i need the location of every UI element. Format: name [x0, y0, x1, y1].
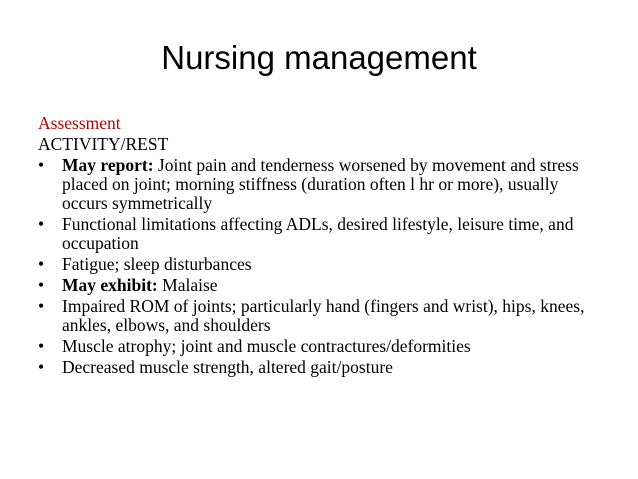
- slide-content: [38, 114, 608, 379]
- bullet-icon: •: [38, 275, 45, 295]
- bullet-text: Malaise: [157, 275, 218, 295]
- bullet-text: Decreased muscle strength, altered gait/posture: [62, 357, 393, 377]
- bullet-item: [38, 358, 608, 377]
- bullet-item: [38, 337, 608, 356]
- subsection-label: ACTIVITY/REST: [38, 134, 169, 154]
- bullet-text: Joint pain and tenderness worsened by movement and stress placed on joint; morning stiffness (duration often l hr or more), usually occurs symmetrically: [62, 155, 579, 213]
- bullet-icon: •: [38, 357, 45, 377]
- section-label: Assessment: [38, 113, 121, 133]
- bullet-icon: •: [38, 214, 45, 234]
- bullet-icon: •: [38, 155, 45, 175]
- bullet-icon: •: [38, 254, 45, 274]
- bullet-item: [38, 255, 608, 274]
- bullet-lead: May report:: [62, 155, 154, 175]
- bullet-item: [38, 215, 608, 253]
- slide-title: Nursing management: [161, 39, 477, 76]
- bullet-lead: May exhibit:: [62, 275, 158, 295]
- bullet-item: [38, 297, 608, 335]
- bullet-item: [38, 156, 608, 213]
- bullet-icon: •: [38, 336, 45, 356]
- bullet-text: Fatigue; sleep disturbances: [62, 254, 252, 274]
- bullet-text: Impaired ROM of joints; particularly hand (fingers and wrist), hips, knees, ankles, elbows, and shoulders: [62, 296, 585, 335]
- bullet-item: [38, 276, 608, 295]
- bullet-text: Muscle atrophy; joint and muscle contractures/deformities: [62, 336, 471, 356]
- bullet-list: [38, 156, 608, 377]
- bullet-text: Functional limitations affecting ADLs, desired lifestyle, leisure time, and occupation: [62, 214, 574, 253]
- bullet-icon: •: [38, 296, 45, 316]
